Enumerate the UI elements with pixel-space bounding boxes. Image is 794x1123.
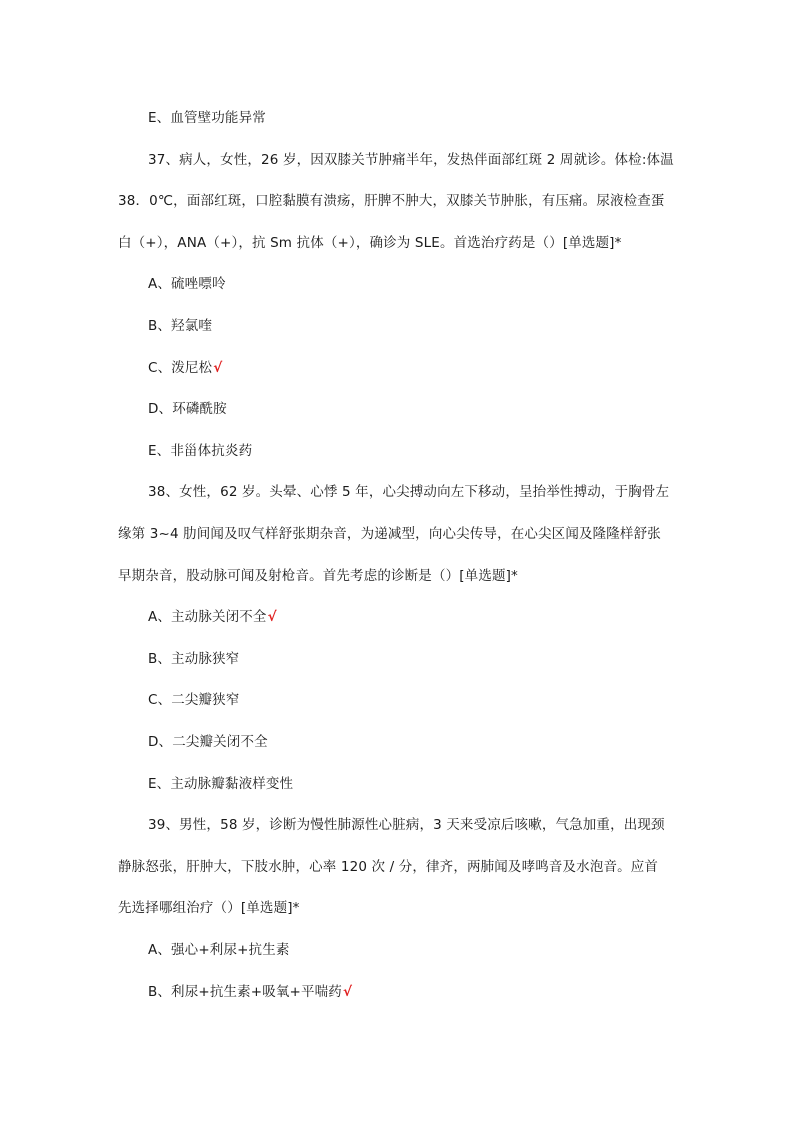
q39-option-b-row (148, 982, 352, 1002)
q39-stem-line-3: 先选择哪组治疗（）[单选题]* (118, 900, 300, 916)
correct-answer-check-icon: √ (342, 984, 353, 1000)
q39-stem-line-2: 静脉怒张，肝肿大，下肢水肿，心率 120 次 / 分，律齐，两肺闻及哮鸣音及水泡音。应首 (118, 859, 659, 875)
q37-stem-line-1: 37、病人，女性，26 岁，因双膝关节肿痛半年，发热伴面部红斑 2 周就诊。体检:体温 (148, 152, 674, 168)
q37-option-a: A、硫唑嘌呤 (148, 276, 226, 292)
q39-option-b: B、利尿+抗生素+吸氧+平喘药 (148, 984, 342, 1000)
q38-stem-line-1: 38、女性，62 岁。头晕、心悸 5 年，心尖搏动向左下移动，呈抬举性搏动，于胸骨左 (148, 484, 670, 500)
q38-option-c: C、二尖瓣狭窄 (148, 692, 240, 708)
q39-stem-line-1: 39、男性，58 岁，诊断为慢性肺源性心脏病，3 天来受凉后咳嗽，气急加重，出现颈 (148, 817, 665, 833)
q38-option-b: B、主动脉狭窄 (148, 651, 240, 667)
q37-option-c-row (148, 358, 222, 378)
q38-option-d: D、二尖瓣关闭不全 (148, 734, 268, 750)
q37-stem-line-2: 38．0℃，面部红斑，口腔黏膜有溃疡，肝脾不肿大，双膝关节肿胀，有压痛。尿液检查蛋 (118, 193, 665, 209)
q36-option-e: E、血管壁功能异常 (148, 110, 266, 126)
q38-option-e: E、主动脉瓣黏液样变性 (148, 776, 294, 792)
correct-answer-check-icon: √ (213, 360, 223, 376)
q37-option-c: C、泼尼松 (148, 360, 213, 376)
q38-stem-line-3: 早期杂音，股动脉可闻及射枪音。首先考虑的诊断是（）[单选题]* (118, 568, 518, 584)
q38-stem-line-2: 缘第 3~4 肋间闻及叹气样舒张期杂音，为递减型，向心尖传导，在心尖区闻及隆隆样舒张 (118, 526, 661, 542)
q38-option-a: A、主动脉关闭不全 (148, 609, 267, 625)
q39-option-a: A、强心+利尿+抗生素 (148, 942, 290, 958)
correct-answer-check-icon: √ (267, 609, 277, 625)
q37-option-e: E、非甾体抗炎药 (148, 443, 253, 459)
q37-option-d: D、环磷酰胺 (148, 401, 227, 417)
q38-option-a-row (148, 607, 277, 627)
q37-stem-line-3: 白（+），ANA（+），抗 Sm 抗体（+），确诊为 SLE。首选治疗药是（）[单选题]* (118, 235, 622, 251)
q37-option-b: B、羟氯喹 (148, 318, 213, 334)
